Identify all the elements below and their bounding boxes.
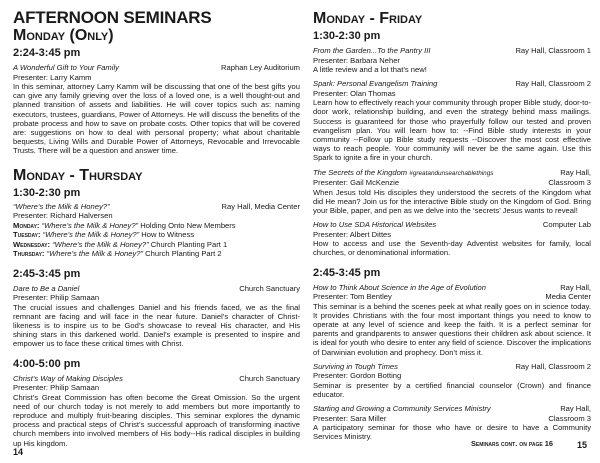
session-time: 2:24-3:45 pm [13,47,81,59]
session-description: Learn how to effectively reach your community through proper Bible study, door-to-door work, relationship building, and even the strategy behind mass mailings. Success is guaranteed for those who prayerfully follow our tested and proven evangelism plan. You will learn how to: --Find Bible study interests in your community --Follow up Bible study requests --Discover the most cost effective ways to reach people. Your community will never be the same again. Use this Spark to ignite a fire in your church. [313,98,591,163]
session-presenter: Presenter: Philip Samaan [13,383,100,393]
session-location-room: Media Center [545,292,591,302]
session-description: The crucial issues and challenges Daniel and his friends faced, we as the final remnant are facing and will face in the near future. Daniel’s character of Christ-likeness is to inspire us to be God’s showcase to reveal His character, and His shining stars in this darkened world. Daniel’s example is presented to inspire and empower us to face these critical times with Christ. [13,302,300,349]
session-description: How to access and use the Seventh-day Adventist websites for family, local churches, or denominational information. [313,239,591,258]
session-description: This seminar is a behind the scenes peek at what really goes on in science today. It provides Christians with the four most important things you need to know to operate at any level of science and keep the faith. It is a perfect seminar for parents and grandparents to answer questions their children ask about science. It is ideal for youth who desire to enter any field of science. Discover the implications of Darwinian evolution and prophecy. Don’t miss it. [313,301,591,357]
session-location: Computer Lab [542,220,591,230]
session-title-row [13,374,300,384]
session-title: A Wonderful Gift to Your Family [13,63,119,72]
session-location: Ray Hall, [560,282,591,292]
session-title-row [313,283,591,293]
day-schedule-item: Wednesday: “Where’s the Milk & Honey?” Church Planting Part 1 [13,239,228,249]
session-location-room: Classroom 3 [548,413,591,423]
session-presenter: Presenter: Richard Halversen [13,211,113,221]
session-description: A little review and a lot that’s new! [313,65,427,74]
session-title: The Secrets of the Kingdom [313,167,408,177]
page-title: AFTERNOON SEMINARS [13,8,212,27]
day-schedule-item: Thursday: “Where’s the Milk & Honey?” Church Planting Part 2 [13,249,222,259]
session-presenter: Presenter: Philip Samaan [13,293,100,303]
page-number-right: 15 [577,440,588,450]
session-location: Ray Hall, Classroom 2 [515,79,591,89]
monday-only-heading: Monday (Only) [13,27,114,44]
session-presenter: Presenter: Olan Thomas [313,88,396,98]
session-location: Church Sanctuary [239,373,300,383]
session-location: Ray Hall, [560,167,591,177]
session-title-row [313,46,591,56]
session-location: Ray Hall, [560,404,591,414]
session-title-row [13,284,300,294]
session-title: Christ’s Way of Making Disciples [13,373,123,383]
day-schedule-item: Tuesday: “Where’s the Milk & Honey?” How to Witness [13,230,195,240]
page-number-left: 14 [13,447,24,457]
session-presenter: Presenter: Gordon Botting [313,371,402,381]
session-title-row [313,362,591,372]
left-column [13,0,300,448]
session-title: “Where’s the Milk & Honey?” [13,201,110,211]
session-presenter: Presenter: Sara Miller [313,413,387,423]
session-title-row [313,220,591,230]
monday-friday-heading: Monday - Friday [313,10,423,27]
session-title: How to Use SDA Historical Websites [313,220,437,230]
session-title: Spark: Personal Evangelism Training [313,79,438,89]
session-description: A participatory seminar for those who have or desire to have a Community Services Ministry. [313,423,591,442]
right-column [313,0,591,442]
day-schedule-item: Monday: “Where’s the Milk & Honey?” Holding Onto New Members [13,220,236,230]
session-title-row [13,63,300,73]
session-description: Christ’s Great Commission has often become the Great Omission. So the urgent need of our church today is not merely to add members but more importantly to reproduce and multiply fruit-bearing disciples. This seminar explores the dynamic process and practical steps of Christ’s successful approach of transforming inactive church members into involved members of His body--His radical disciples in building up His kingdom. [13,392,300,448]
session-title: Starting and Growing a Community Services Ministry [313,404,491,414]
session-presenter: Presenter: Tom Bentley [313,292,392,302]
session-time: 2:45-3:45 pm [13,267,81,280]
session-presenter-row [313,178,591,188]
session-time: 2:45-3:45 pm [313,266,381,279]
session-description: In this seminar, attorney Larry Kamm will be discussing that one of the best gifts you can give any family grieving over the loss of a loved one, is a well thought-out and planned transition of assets and liabilities. He will cover topics such as: naming executors, trustees, guardians, Power of Attorneys. He will discuss the benefits of the probate process and how to save on probate costs. Other topics that will be covered are: suggestions on how to deal with personal property; what about charitable bequests, Living Wills and Durable Power of Attorneys, Revocable and Irrevocable Trusts. There will be a question and answer time. [13,82,300,156]
session-time: 4:00-5:00 pm [13,357,81,370]
session-time: 1:30-2:30 pm [13,186,81,199]
session-title: Dare to Be a Daniel [13,283,80,293]
session-title-row [313,404,591,414]
session-title: Surviving in Tough Times [313,361,398,371]
session-location: Ray Hall, Classroom 1 [515,46,591,55]
session-title-row [313,79,591,89]
session-location: Ray Hall, Media Center [221,201,300,211]
session-presenter: Presenter: Barbara Neher [313,55,400,65]
session-location: Church Sanctuary [239,283,300,293]
session-time: 1:30-2:30 pm [313,30,381,42]
session-presenter: Presenter: Gail McKenzie [313,178,400,188]
session-title-row [13,202,300,212]
session-presenter: Presenter: Larry Kamm [13,72,92,82]
session-presenter-row [313,414,591,424]
monday-thursday-heading: Monday - Thursday [13,166,143,184]
continued-note: Seminars cont. on page 16 [471,439,553,448]
session-location: Ray Hall, Classroom 2 [515,361,591,371]
session-presenter: Presenter: Albert Dittes [313,229,392,239]
session-title: From the Garden...To the Pantry III [313,46,431,55]
session-presenter-row [313,292,591,302]
session-hashtag: #greatandunsearchablethings [409,169,494,177]
session-location-room: Classroom 3 [548,178,591,188]
session-title: How to Think About Science in the Age of Evolution [313,282,486,292]
session-description: When Jesus told His disciples they understood the secrets of the Kingdom what did He mean? Join us for the interactive Bible study on the Kingdom of God. Bring your Bible, paper, and pen as we delve into the ‘secrets’ Jesus wants to reveal! [313,187,591,216]
session-description: Seminar is presenter by a certified financial counselor (Crown) and finance educator. [313,380,591,400]
session-title-row [313,168,591,179]
session-location: Raphan Ley Auditorium [221,63,300,72]
